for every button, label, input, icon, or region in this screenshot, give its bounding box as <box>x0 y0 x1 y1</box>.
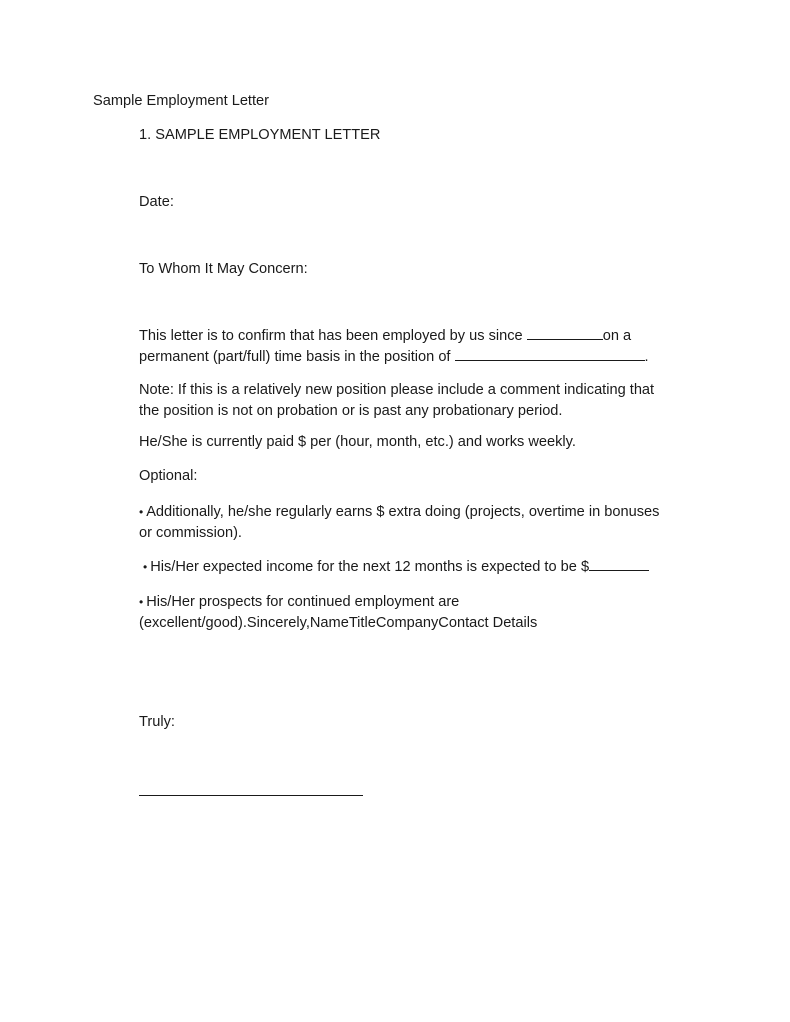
bullet-line-2: (excellent/good).Sincerely,NameTitleCompanyContact Details <box>139 615 538 631</box>
bullet-item-expected-income <box>143 557 718 578</box>
pay-line: He/She is currently paid $ per (hour, month, etc.) and works weekly. <box>139 434 576 450</box>
bullet-icon: • <box>139 505 144 519</box>
confirmation-paragraph <box>139 326 714 368</box>
document-title: Sample Employment Letter <box>93 93 270 109</box>
salutation: To Whom It May Concern: <box>139 261 308 277</box>
bullet-line-1 <box>139 502 714 523</box>
date-label: Date: <box>139 194 174 210</box>
expected-income-blank[interactable] <box>589 558 649 571</box>
bullet-item-additional-earnings <box>139 502 714 544</box>
bullet-icon: • <box>143 560 148 574</box>
note-line-1: Note: If this is a relatively new position please include a comment indicating that <box>139 382 655 398</box>
closing-label: Truly: <box>139 714 175 730</box>
note-line-2: the position is not on probation or is past any probationary period. <box>139 403 563 419</box>
bullet-item-prospects <box>139 592 714 634</box>
optional-label: Optional: <box>139 468 198 484</box>
signature-line[interactable] <box>139 795 363 796</box>
confirmation-text: This letter is to confirm that has been employed by us since <box>139 328 527 344</box>
position-blank[interactable] <box>455 348 645 361</box>
bullet-icon: • <box>139 595 144 609</box>
bullet-text: His/Her prospects for continued employment are <box>146 594 460 610</box>
confirmation-line-2 <box>139 347 714 368</box>
note-paragraph <box>139 380 714 422</box>
confirmation-text-after: on a <box>602 328 632 344</box>
start-date-blank[interactable] <box>527 327 603 340</box>
bullet-line-1 <box>139 592 714 613</box>
confirmation-line-1 <box>139 326 714 347</box>
bullet-text: His/Her expected income for the next 12 months is expected to be $ <box>150 559 590 575</box>
letter-heading: 1. SAMPLE EMPLOYMENT LETTER <box>139 127 381 143</box>
position-text: permanent (part/full) time basis in the position of <box>139 349 455 365</box>
bullet-line-2: or commission). <box>139 525 242 541</box>
bullet-text: Additionally, he/she regularly earns $ extra doing (projects, overtime in bonuses <box>146 504 660 520</box>
position-period: . <box>644 349 649 365</box>
